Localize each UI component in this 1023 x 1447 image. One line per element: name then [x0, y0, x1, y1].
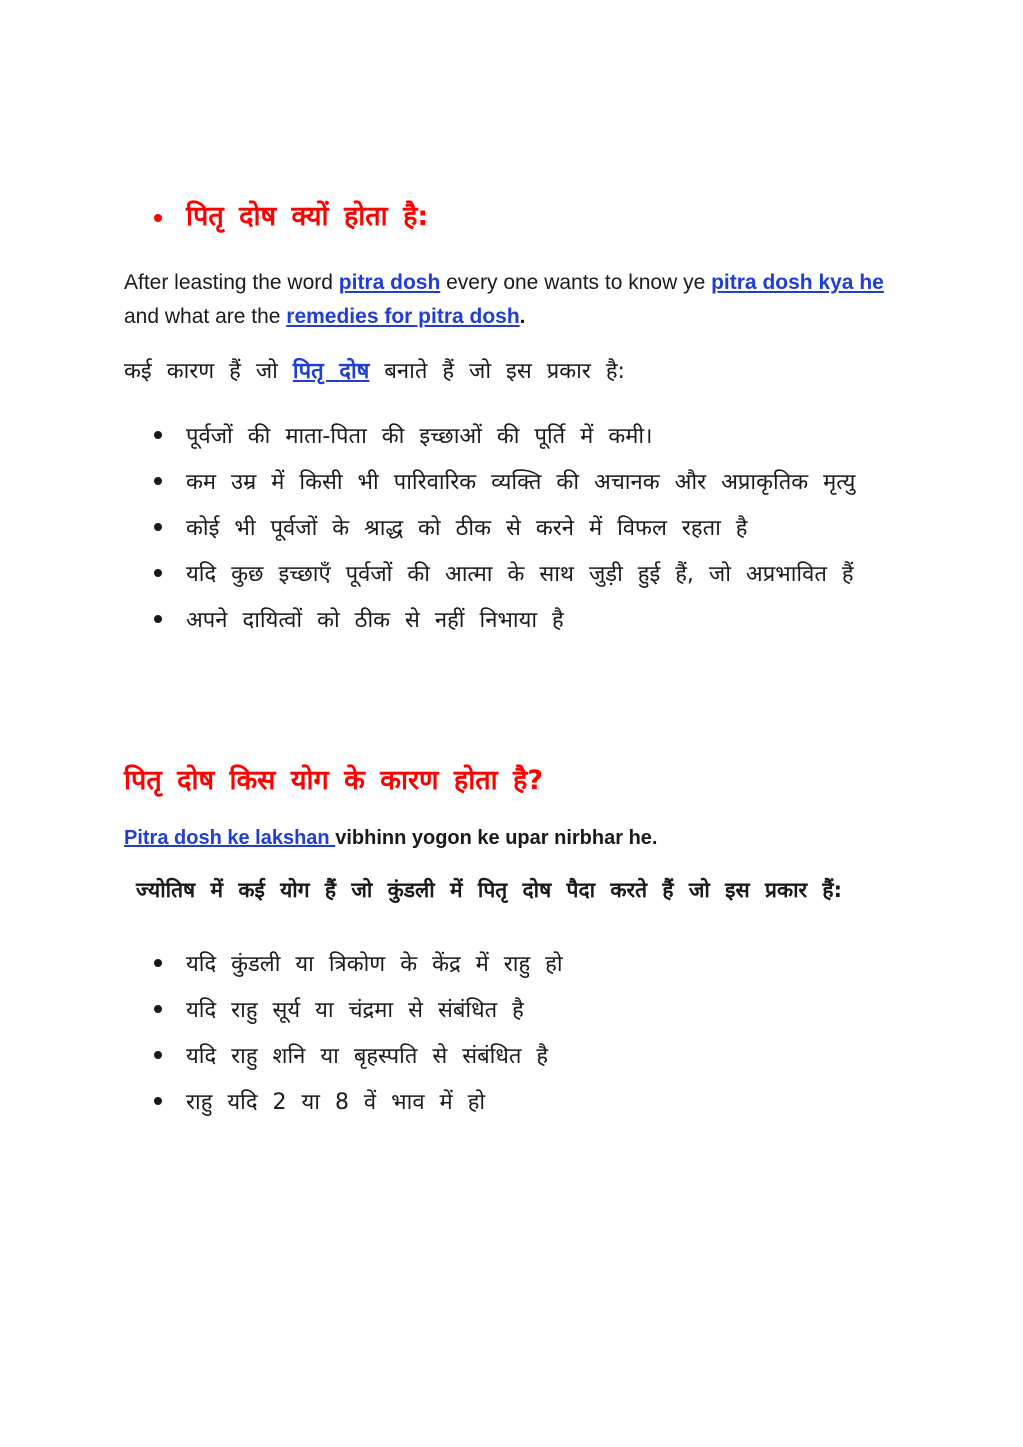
bullet-icon: [154, 569, 162, 577]
yog-list: [124, 942, 894, 1126]
bullet-icon: [154, 1051, 162, 1059]
reasons-list: [124, 414, 900, 644]
pitra-dosh-link[interactable]: pitra dosh: [338, 271, 441, 294]
list-item: पूर्वजों की माता-पिता की इच्छाओं की पूर्ति में कमी।: [124, 414, 900, 460]
bullet-icon: [154, 477, 162, 485]
section-heading-why: [124, 196, 956, 233]
bullet-icon: [154, 959, 162, 967]
intro-paragraph: [124, 266, 894, 334]
bullet-icon: [154, 1097, 162, 1105]
pitra-dosh-lakshan-link[interactable]: Pitra dosh ke lakshan: [124, 827, 336, 849]
list-item: अपने दायित्वों को ठीक से नहीं निभाया है: [124, 598, 900, 644]
list-item: यदि राहु शनि या बृहस्पति से संबंधित है: [124, 1034, 894, 1080]
list-item: कम उम्र में किसी भी पारिवारिक व्यक्ति की अचानक और अप्राकृतिक मृत्यु: [124, 460, 900, 506]
bullet-icon: [154, 615, 162, 623]
reasons-text-2: बनाते हैं जो इस प्रकार है:: [369, 359, 625, 384]
intro-text-4: .: [519, 305, 526, 328]
list-item: यदि कुछ इच्छाएँ पूर्वजों की आत्मा के साथ जुड़ी हुई हैं, जो अप्रभावित हैं: [124, 552, 900, 598]
reasons-text-1: कई कारण हैं जो: [124, 359, 293, 384]
intro-text-1: After leasting the word: [124, 271, 339, 294]
lakshan-paragraph: [124, 827, 894, 850]
list-item: यदि कुंडली या त्रिकोण के केंद्र में राहु हो: [124, 942, 894, 988]
heading-text: पितृ दोष क्यों होता है:: [186, 201, 429, 232]
bullet-icon: [154, 523, 162, 531]
list-item: राहु यदि 2 या 8 वें भाव में हो: [124, 1080, 894, 1126]
section-heading-yog: पितृ दोष किस योग के कारण होता है?: [124, 765, 544, 796]
bullet-icon: [154, 431, 162, 439]
bullet-icon: [154, 1005, 162, 1013]
intro-text-3: and what are the: [124, 305, 287, 328]
bullet-icon: [154, 214, 162, 222]
jyotish-paragraph: ज्योतिष में कई योग हैं जो कुंडली में पितृ दोष पैदा करते हैं जो इस प्रकार हैं:: [136, 878, 842, 902]
intro-text-2: every one wants to know ye: [440, 271, 712, 294]
remedies-link[interactable]: remedies for pitra dosh: [286, 305, 520, 328]
pitra-dosh-kya-he-link[interactable]: pitra dosh kya he: [711, 271, 884, 294]
pitra-dosh-hindi-link[interactable]: पितृ दोष: [292, 359, 370, 384]
list-item: कोई भी पूर्वजों के श्राद्ध को ठीक से करने में विफल रहता है: [124, 506, 900, 552]
reasons-intro-paragraph: [124, 349, 894, 395]
list-item: यदि राहु सूर्य या चंद्रमा से संबंधित है: [124, 988, 894, 1034]
lakshan-text: vibhinn yogon ke upar nirbhar he.: [335, 827, 658, 849]
